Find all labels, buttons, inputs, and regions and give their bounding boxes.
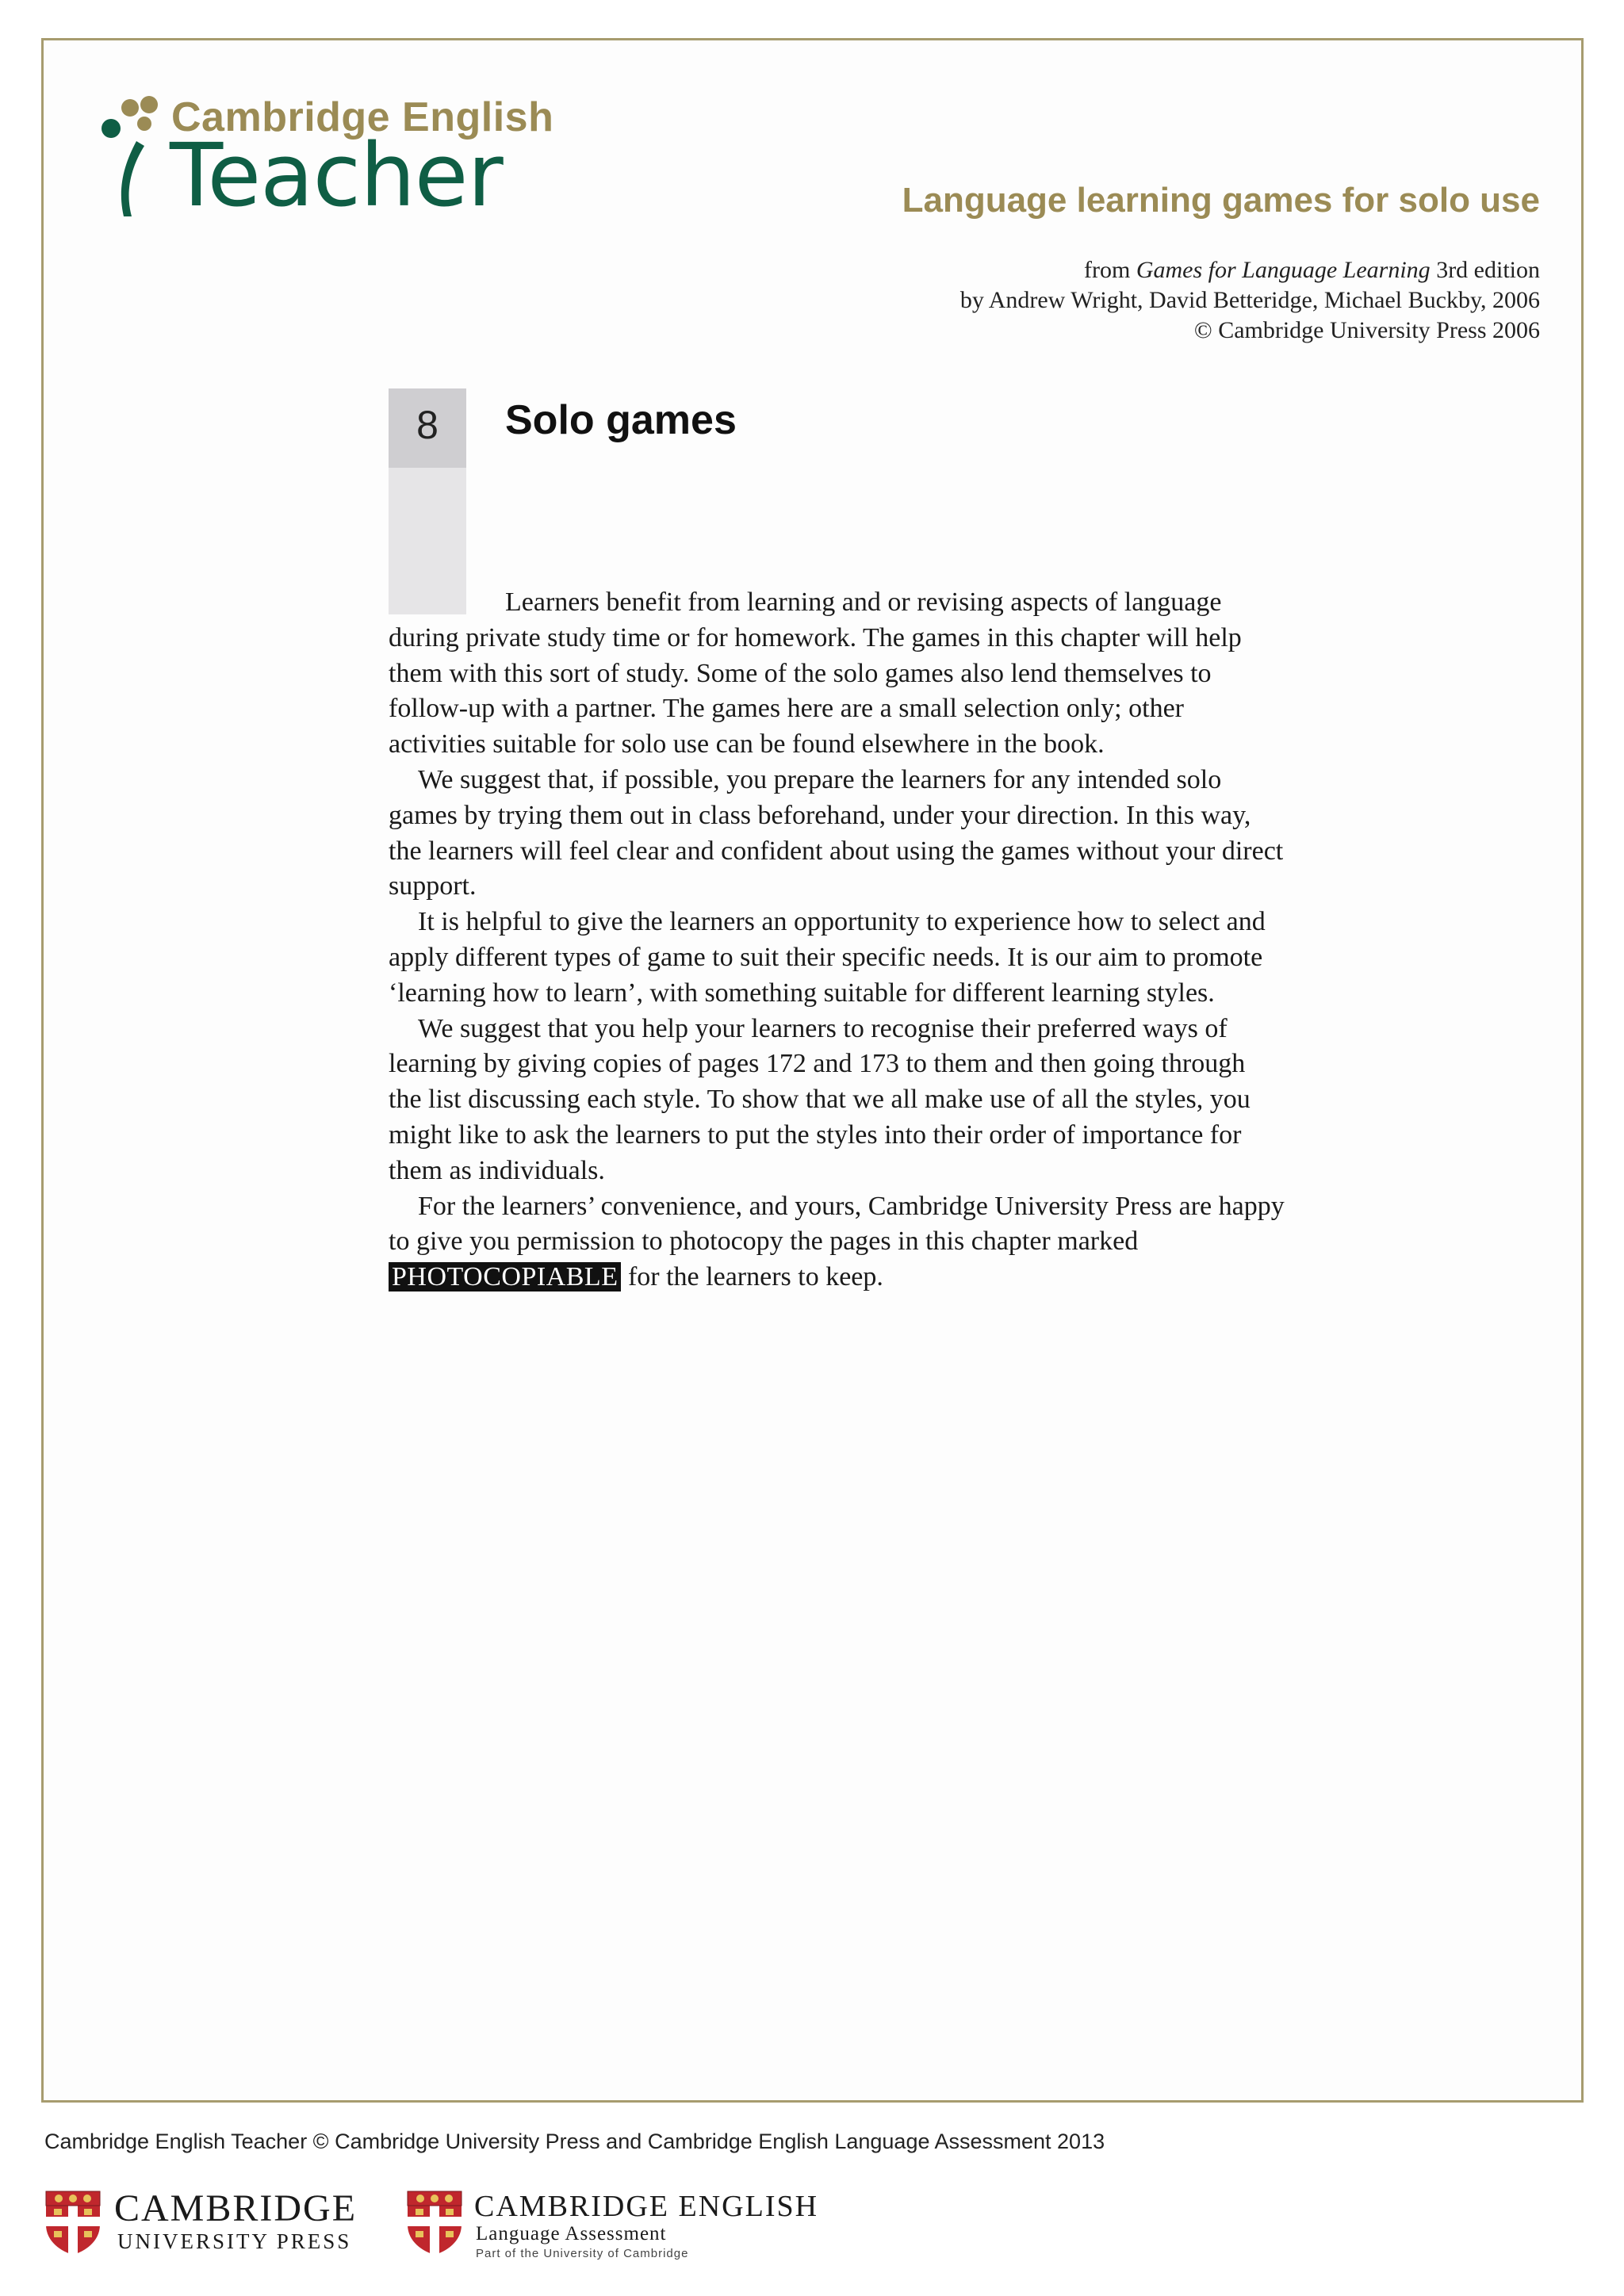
logo-mark-icon (100, 94, 171, 228)
source-book-title: Games for Language Learning (1136, 257, 1431, 283)
chapter-body (389, 585, 1285, 1295)
logo-product-text: Teacher (170, 124, 503, 226)
paragraph-2: We suggest that, if possible, you prepare the learners for any intended solo games by trying them out in class beforehand, under your direction. In this way, the learners will feel clear and confident about using the games without your direct support. (389, 764, 1284, 901)
source-edition: 3rd edition (1430, 257, 1540, 283)
paragraph-1: Learners benefit from learning and or revising aspects of language during private study time or for homework. The games in this chapter will help them with this sort of study. Some of the solo games also lend themselves to follow-up with a partner. The games here are a small selection only; other activities suitable for solo use can be found elsewhere in the book. (389, 587, 1242, 760)
source-authors: by Andrew Wright, David Betteridge, Michael Buckby, 2006 (959, 287, 1540, 313)
logo-brand-text: Cambridge English (171, 94, 554, 140)
cup-subtitle: UNIVERSITY PRESS (117, 2229, 352, 2253)
chapter-title: Solo games (505, 397, 737, 443)
paragraph-5 (389, 1189, 1285, 1295)
source-from: from (1084, 257, 1136, 283)
photocopiable-badge: PHOTOCOPIABLE (389, 1262, 621, 1292)
cambridge-shield-icon (44, 2190, 102, 2256)
source-copyright: © Cambridge University Press 2006 (1193, 317, 1540, 343)
paragraph-5-start: For the learners’ convenience, and yours, Cambridge University Press are happy to give you permission to photocopy the pages in this chapter marked (389, 1191, 1285, 1257)
cambridge-university-press-logo (44, 2187, 377, 2261)
cela-tagline: Part of the University of Cambridge (476, 2247, 689, 2260)
cup-name: CAMBRIDGE (114, 2187, 358, 2229)
cela-subtitle: Language Assessment (476, 2223, 667, 2244)
cambridge-english-teacher-logo (100, 94, 554, 228)
footer-copyright: Cambridge English Teacher © Cambridge University Press and Cambridge English Language Assessment 2013 (44, 2130, 1105, 2153)
paragraph-3: It is helpful to give the learners an opportunity to experience how to select and apply different types of game to suit their specific needs. It is our aim to promote ‘learning how to learn’, with something suitable for different learning styles. (389, 907, 1266, 1008)
document-title: Language learning games for solo use (902, 181, 1540, 220)
paragraph-5-end: for the learners to keep. (621, 1262, 883, 1292)
cela-name: CAMBRIDGE ENGLISH (474, 2190, 819, 2223)
chapter-number: 8 (389, 388, 466, 468)
cambridge-english-language-assessment-logo (406, 2190, 850, 2261)
paragraph-4: We suggest that you help your learners to recognise their preferred ways of learning by giving copies of pages 172 and 173 to them and then going through the list discussing each style. To show that we all make use of all the styles, you might like to ask the learners to put the styles into their order of importance for them as individuals. (389, 1013, 1251, 1185)
source-line-book (960, 255, 1540, 285)
source-citation (960, 255, 1540, 346)
cambridge-shield-icon (406, 2190, 463, 2256)
chapter-tab (389, 388, 466, 614)
